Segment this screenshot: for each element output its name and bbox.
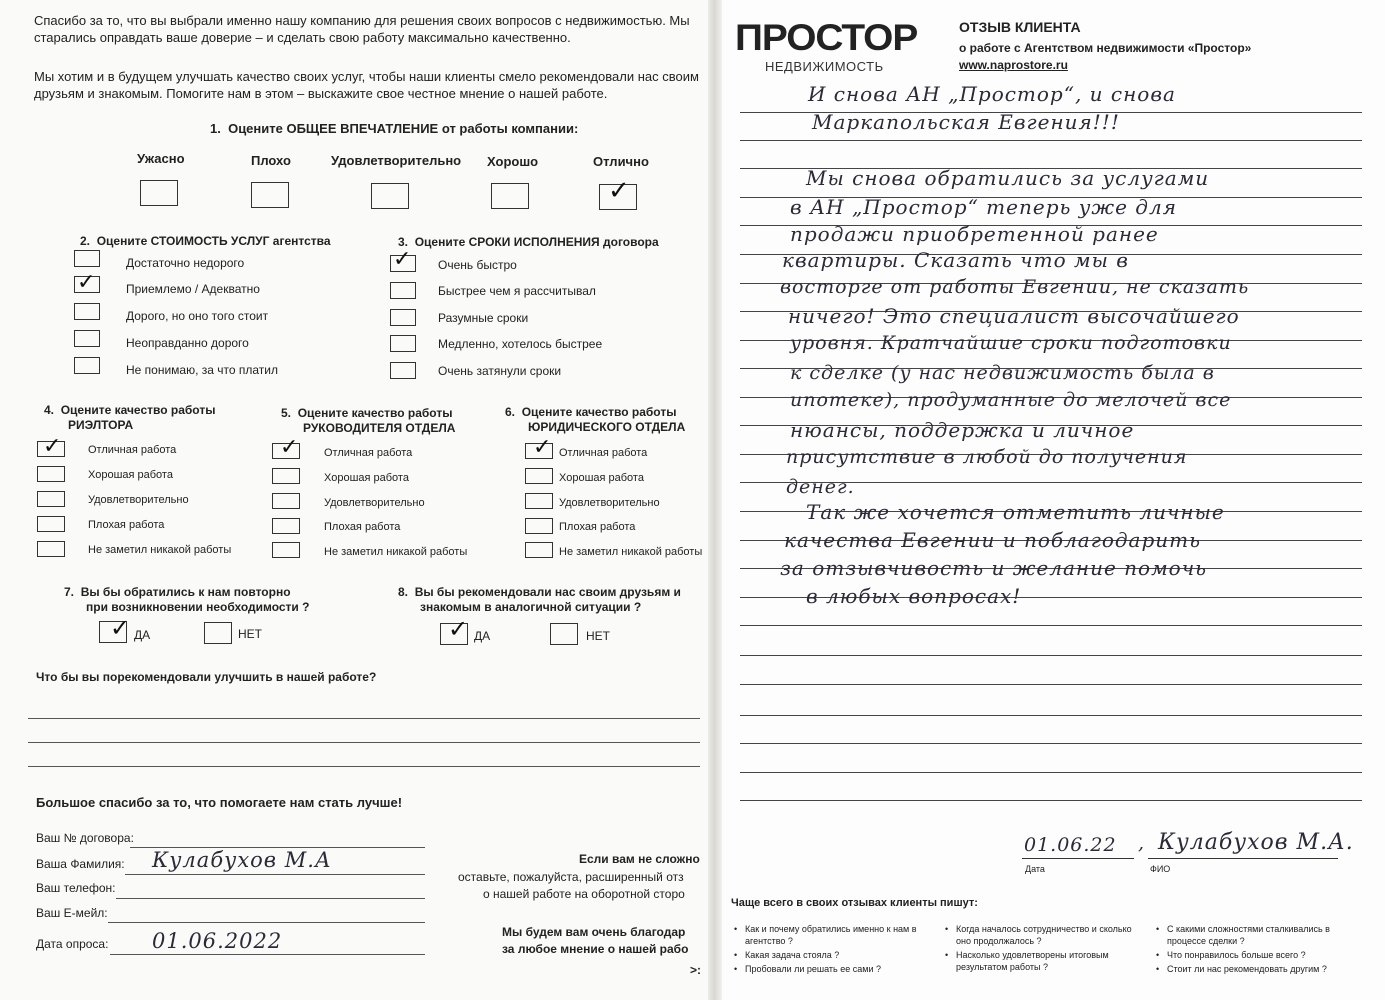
q1-option-label: Ужасно: [137, 151, 185, 166]
handwritten-line: И снова АН „Простор“, и снова: [808, 82, 1176, 106]
side-note-line: Мы будем вам очень благодар: [502, 925, 686, 939]
website-link[interactable]: www.naprostore.ru: [959, 58, 1068, 72]
ruled-line: [740, 140, 1362, 141]
fio-sign-line[interactable]: [1148, 858, 1338, 859]
q4-checkbox[interactable]: [37, 491, 65, 507]
q2-checkbox[interactable]: [74, 357, 100, 374]
handwritten-line: в АН „Простор“ теперь уже для: [790, 195, 1177, 219]
q4-checkbox[interactable]: [37, 516, 65, 532]
ruled-line: [740, 625, 1362, 626]
q3-option-label: Очень быстро: [438, 258, 517, 272]
ruled-line: [740, 684, 1362, 685]
checkmark-icon: ✓: [280, 435, 299, 460]
q1-option-label: Удовлетворительно: [331, 153, 462, 168]
handwritten-line: в любых вопросах!: [806, 584, 1022, 608]
checkmark-icon: ✓: [533, 435, 552, 460]
handwritten-line: ипотеке), продуманные до мелочей все: [790, 389, 1232, 411]
thanks-heading: Большое спасибо за то, что помогаете нам стать лучше!: [36, 795, 403, 810]
date-handwritten: 01.06.2022: [152, 929, 283, 953]
q8-no-checkbox[interactable]: [550, 623, 578, 645]
q4-option-label: Не заметил никакой работы: [88, 544, 232, 556]
handwritten-line: продажи приобретенной ранее: [790, 222, 1159, 246]
q4-checkbox[interactable]: [37, 541, 65, 557]
handwritten-line: денег.: [786, 476, 855, 498]
hint-item: • Что понравилось больше всего ?: [1167, 949, 1345, 961]
q5-checkbox[interactable]: [272, 493, 300, 509]
q4-option-label: Отличная работа: [88, 444, 177, 456]
checkmark-icon: ✓: [110, 614, 131, 642]
handwritten-line: Так же хочется отметить личные: [806, 500, 1225, 524]
q5-checkbox[interactable]: [272, 518, 300, 534]
hint-item: • Насколько удовлетворены итоговым результатом работы ?: [956, 949, 1134, 973]
q7-yes-label: ДА: [134, 628, 151, 642]
date-field[interactable]: [110, 954, 425, 955]
q2-checkbox[interactable]: [74, 303, 100, 320]
q1-title: 1. Оцените ОБЩЕЕ ВПЕЧАТЛЕНИЕ от работы компании:: [210, 121, 579, 136]
date-caption: Дата: [1025, 864, 1045, 874]
checkmark-icon: ✓: [393, 247, 412, 272]
q8-no-label: НЕТ: [586, 629, 610, 643]
email-label: Ваш Е-мейл:: [36, 906, 108, 920]
date-label: Дата опроса:: [36, 937, 109, 951]
q2-checkbox[interactable]: [74, 330, 100, 347]
q6-option-label: Не заметил никакой работы: [559, 546, 703, 558]
checkmark-icon: ✓: [608, 176, 630, 206]
page-gutter: [708, 0, 722, 1000]
q6-title: 6. Оцените качество работы ЮРИДИЧЕСКОГО ОТДЕЛА: [505, 405, 686, 434]
signature-name: Кулабухов М.А.: [1158, 830, 1354, 855]
hint-item: • Какая задача стояла ?: [745, 949, 923, 961]
email-field[interactable]: [108, 922, 425, 923]
review-title: ОТЗЫВ КЛИЕНТА: [959, 19, 1081, 35]
handwritten-line: качества Евгении и поблагодарить: [784, 528, 1202, 552]
date-sign-line[interactable]: [1022, 858, 1134, 859]
surname-field[interactable]: [125, 874, 425, 875]
q3-title: 3. Оцените СРОКИ ИСПОЛНЕНИЯ договора: [398, 235, 659, 249]
intro-paragraph-2: Мы хотим и в будущем улучшать качество своих услуг, чтобы наши клиенты смело рекомендовали нас своим друзьям и знакомым. Помогите нам в этом – выскажите свое честное мнение о нашей работе.: [34, 69, 699, 101]
comma-separator: ,: [1138, 832, 1146, 854]
ruled-line: [740, 772, 1362, 773]
logo-wordmark: ПРОСТОР: [735, 17, 918, 58]
q4-title: 4. Оцените качество работы РИЭЛТОРА: [44, 403, 216, 432]
q3-option-label: Разумные сроки: [438, 311, 529, 325]
side-arrow: >:: [690, 963, 702, 977]
checkmark-icon: ✓: [43, 434, 62, 459]
handwritten-line: нюансы, поддержка и личное: [790, 418, 1135, 442]
q2-title: 2. Оцените СТОИМОСТЬ УСЛУГ агентства: [80, 234, 331, 248]
q5-title: 5. Оцените качество работы РУКОВОДИТЕЛЯ ОТДЕЛА: [281, 406, 456, 435]
phone-field[interactable]: [116, 898, 425, 899]
q6-option-label: Удовлетворительно: [559, 497, 660, 509]
q3-option-label: Очень затянули сроки: [438, 364, 562, 378]
ruled-line: [740, 655, 1362, 656]
handwritten-line: уровня. Кратчайшие сроки подготовки: [790, 332, 1232, 354]
hint-item: • С какими сложностями сталкивались в процессе сделки ?: [1167, 923, 1345, 947]
q6-option-label: Отличная работа: [559, 447, 648, 459]
answer-line[interactable]: [28, 742, 700, 743]
surname-handwritten: Кулабухов М.А: [152, 848, 332, 872]
handwritten-line: присутствие в любой до получения: [786, 446, 1188, 468]
q8-yes-label: ДА: [474, 629, 491, 643]
q3-checkbox[interactable]: [390, 335, 416, 352]
hints-title: Чаще всего в своих отзывах клиенты пишут:: [731, 897, 978, 909]
q8-title: 8. Вы бы рекомендовали нас своим друзьям и знакомым в аналогичной ситуации ?: [398, 585, 681, 614]
ruled-line: [740, 743, 1362, 744]
q2-option-label: Приемлемо / Адекватно: [126, 282, 260, 296]
handwritten-line: Мы снова обратились за услугами: [806, 166, 1210, 190]
side-note-line: о нашей работе на оборотной сторо: [483, 887, 685, 901]
q4-checkbox[interactable]: [37, 466, 65, 482]
q5-option-label: Хорошая работа: [324, 472, 409, 484]
surname-label: Ваша Фамилия:: [36, 857, 125, 871]
q7-title: 7. Вы бы обратились к нам повторно при возникновении необходимости ?: [64, 585, 310, 614]
checkmark-icon: ✓: [77, 270, 96, 295]
q1-option-label: Плохо: [251, 153, 291, 168]
q6-option-label: Хорошая работа: [559, 472, 644, 484]
q6-option-label: Плохая работа: [559, 521, 636, 533]
q7-no-label: НЕТ: [238, 627, 262, 641]
q1-checkbox[interactable]: [140, 180, 178, 206]
q1-checkbox[interactable]: [491, 183, 529, 209]
handwritten-line: квартиры. Сказать что мы в: [782, 248, 1129, 272]
q4-option-label: Удовлетворительно: [88, 494, 189, 506]
q4-option-label: Плохая работа: [88, 519, 165, 531]
q3-checkbox[interactable]: [390, 309, 416, 326]
q2-checkbox[interactable]: [74, 250, 100, 267]
handwritten-line: за отзывчивость и желание помочь: [780, 556, 1208, 580]
hint-item: • Как и почему обратились именно к нам в агентство ?: [745, 923, 923, 947]
hint-item: • Когда началось сотрудничество и сколько оно продолжалось ?: [956, 923, 1134, 947]
q2-option-label: Не понимаю, за что платил: [126, 363, 279, 377]
q1-option-label: Отлично: [593, 154, 649, 169]
signature-date: 01.06.22: [1024, 834, 1117, 856]
q6-checkbox[interactable]: [525, 493, 553, 509]
q6-checkbox[interactable]: [525, 468, 553, 484]
q5-checkbox[interactable]: [272, 542, 300, 558]
hint-item: • Стоит ли нас рекомендовать другим ?: [1167, 963, 1345, 975]
checkmark-icon: ✓: [448, 615, 469, 643]
q3-checkbox[interactable]: [390, 282, 416, 299]
answer-line[interactable]: [28, 718, 700, 719]
side-note-heading: Если вам не сложно: [579, 852, 700, 866]
side-note-line: за любое мнение о нашей рабо: [502, 942, 689, 956]
answer-line[interactable]: [28, 766, 700, 767]
q6-checkbox[interactable]: [525, 518, 553, 534]
q5-option-label: Отличная работа: [324, 447, 413, 459]
ruled-line: [740, 715, 1362, 716]
q1-checkbox[interactable]: [371, 183, 409, 209]
fio-caption: ФИО: [1150, 864, 1171, 874]
q1-option-label: Хорошо: [487, 154, 539, 169]
q3-checkbox[interactable]: [390, 362, 416, 379]
q3-option-label: Медленно, хотелось быстрее: [438, 337, 603, 351]
q3-option-label: Быстрее чем я рассчитывал: [438, 284, 596, 298]
q2-option-label: Дорого, но оно того стоит: [126, 309, 269, 323]
q5-option-label: Плохая работа: [324, 521, 401, 533]
side-note-line: оставьте, пожалуйста, расширенный отз: [458, 870, 684, 884]
handwritten-line: к сделке (у нас недвижимость была в: [790, 362, 1215, 384]
handwritten-line: восторге от работы Евгении, не сказать: [780, 276, 1250, 298]
ruled-line: [740, 800, 1362, 801]
phone-label: Ваш телефон:: [36, 881, 116, 895]
intro-paragraph-1: Спасибо за то, что вы выбрали именно нашу компанию для решения своих вопросов с недвижимостью. Мы старались оправдать ваше доверие – и сделать свою работу максимально качественно.: [34, 13, 690, 45]
hint-item: • Пробовали ли решать ее сами ?: [745, 963, 923, 975]
prostor-logo: [733, 15, 918, 75]
q2-option-label: Неоправданно дорого: [126, 336, 249, 350]
handwritten-line: Маркапольская Евгения!!!: [812, 110, 1120, 134]
q5-checkbox[interactable]: [272, 468, 300, 484]
q7-no-checkbox[interactable]: [204, 622, 232, 644]
logo-subtitle: НЕДВИЖИМОСТЬ: [765, 59, 884, 74]
q5-option-label: Не заметил никакой работы: [324, 546, 468, 558]
review-subtitle: о работе с Агентством недвижимости «Простор»: [959, 41, 1252, 55]
contract-label: Ваш № договора:: [36, 831, 134, 845]
handwritten-line: ничего! Это специалист высочайшего: [788, 304, 1240, 328]
q6-checkbox[interactable]: [525, 542, 553, 558]
q2-option-label: Достаточно недорого: [126, 256, 245, 270]
improve-question: Что бы вы порекомендовали улучшить в нашей работе?: [36, 670, 377, 684]
q5-option-label: Удовлетворительно: [324, 497, 425, 509]
q1-checkbox[interactable]: [251, 182, 289, 208]
q4-option-label: Хорошая работа: [88, 469, 173, 481]
